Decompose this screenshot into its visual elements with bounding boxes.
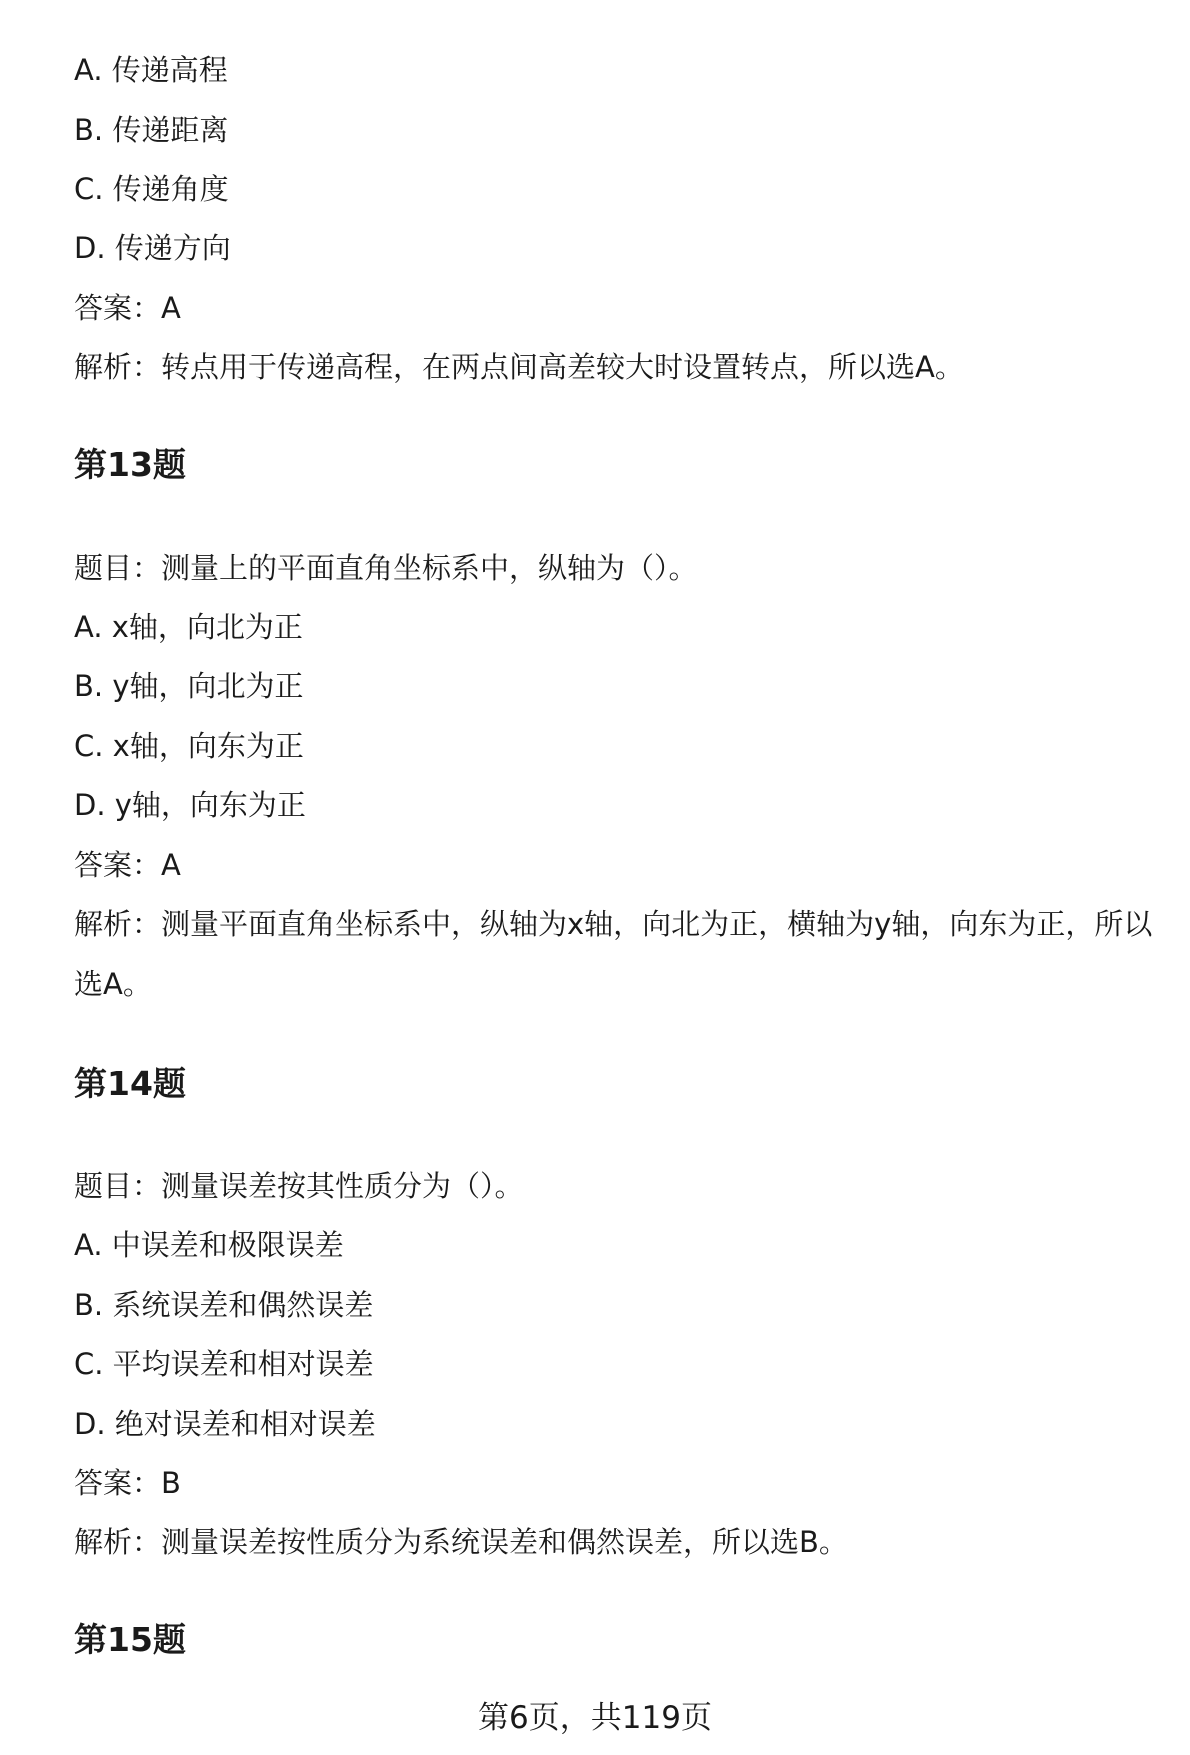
q12-option-d: D. 传递方向 xyxy=(74,231,231,265)
q12-option-a: A. 传递高程 xyxy=(74,53,228,87)
q14-option-c: C. 平均误差和相对误差 xyxy=(74,1347,374,1381)
q14-question: 题目：测量误差按其性质分为（）。 xyxy=(74,1169,524,1203)
q12-option-c: C. 传递角度 xyxy=(74,172,229,206)
q13-option-c: C. x轴，向东为正 xyxy=(74,729,304,763)
q14-option-b: B. 系统误差和偶然误差 xyxy=(74,1288,374,1322)
page-indicator: 第6页，共119页 xyxy=(478,1700,712,1736)
q14-heading: 第14题 xyxy=(74,1064,186,1103)
q12-analysis: 解析：转点用于传递高程，在两点间高差较大时设置转点，所以选A。 xyxy=(74,350,964,384)
q13-option-d: D. y轴，向东为正 xyxy=(74,788,306,822)
q13-question: 题目：测量上的平面直角坐标系中，纵轴为（）。 xyxy=(74,551,698,585)
q14-analysis: 解析：测量误差按性质分为系统误差和偶然误差，所以选B。 xyxy=(74,1525,848,1559)
q14-option-a: A. 中误差和极限误差 xyxy=(74,1228,344,1262)
q13-analysis: 解析：测量平面直角坐标系中，纵轴为x轴，向北为正，横轴为y轴，向东为正，所以选A。 xyxy=(74,907,1153,1001)
q13-answer: 答案：A xyxy=(74,848,181,882)
q14-answer: 答案：B xyxy=(74,1466,181,1500)
q12-answer: 答案：A xyxy=(74,291,181,325)
q13-option-b: B. y轴，向北为正 xyxy=(74,669,304,703)
q12-option-b: B. 传递距离 xyxy=(74,113,229,147)
q15-heading: 第15题 xyxy=(74,1620,186,1659)
q13-heading: 第13题 xyxy=(74,445,186,484)
q14-option-d: D. 绝对误差和相对误差 xyxy=(74,1407,376,1441)
q13-option-a: A. x轴，向北为正 xyxy=(74,610,303,644)
